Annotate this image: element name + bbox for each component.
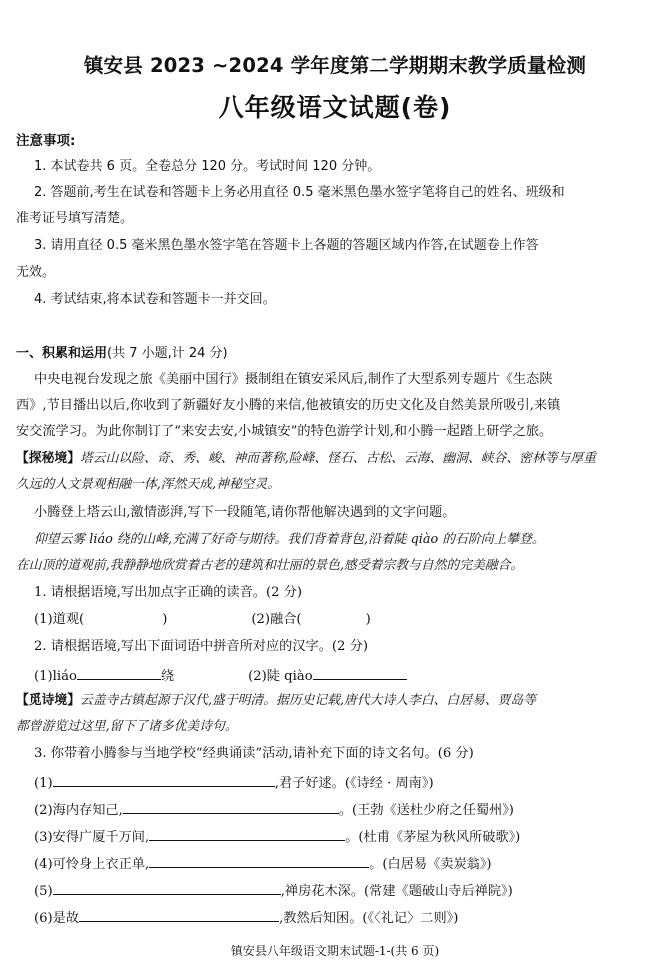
q2-b-blank[interactable]: [313, 665, 407, 680]
notice-item-3-cont: 无效。: [16, 265, 56, 280]
mishi-paragraph: [16, 692, 536, 710]
notice-item-3: 3. 请用直径 0.5 毫米黑色墨水签字笔在答题卡上各题的答题区域内作答,在试题卷上作答: [34, 238, 539, 253]
notice-item-2: 2. 答题前,考生在试卷和答题卡上务必用直径 0.5 毫米黑色墨水签字笔将自己的姓名、班级和: [34, 185, 565, 200]
question-1-answers: [34, 611, 371, 629]
q3-4-label: (4)可怜身上衣正单,: [34, 857, 150, 872]
notice-item-4: 4. 考试结束,将本试卷和答题卡一并交回。: [34, 292, 276, 307]
q3-5-source: ,禅房花木深。(常建《题破山寺后禅院》): [280, 884, 513, 899]
intro-paragraph-2: 西》,节目播出以后,你收到了新疆好友小腾的来信,他被镇安的历史文化及自然美景所吸引,来镇: [16, 398, 561, 413]
essay-line-1: 仰望云雾 liáo 绕的山峰,充满了好奇与期待。我们背着背包,沿着陡 qiào 的石阶向上攀登。: [34, 532, 545, 547]
essay-line-2: 在山顶的道观前,我静静地欣赏着古老的建筑和壮丽的景色,感受着宗教与自然的完美融合。: [16, 558, 524, 573]
q3-item-6: [34, 907, 458, 928]
tanmi-paragraph-cont: 久远的人文景观相融一体,浑然天成,神秘空灵。: [16, 477, 281, 492]
question-2-answers: [34, 665, 407, 686]
mishi-paragraph-cont: 都曾游览过这里,留下了诸多优美诗句。: [16, 719, 238, 734]
q3-4-source: 。(白居易《卖炭翁》): [369, 857, 492, 872]
q2-a-suffix: 绕: [160, 669, 175, 684]
question-3: 3. 你带着小腾参与当地学校“经典诵读”活动,请补充下面的诗文名句。(6 分): [34, 746, 474, 761]
mishi-text: 云盖寺古镇起源于汉代,盛于明清。据历史记载,唐代大诗人李白、白居易、贾岛等: [79, 693, 537, 708]
notice-heading: 注意事项:: [16, 133, 76, 149]
q3-3-source: 。(杜甫《茅屋为秋风所破歌》): [345, 830, 521, 845]
tanmi-tag: 【探秘境】: [16, 451, 80, 466]
q1-b-label: (2)融合(: [251, 612, 302, 627]
q1-a-label: (1)道观(: [34, 612, 85, 627]
page-footer: 镇安县八年级语文期末试题-1-(共 6 页): [230, 944, 440, 958]
tanmi-text: 塔云山以险、奇、秀、峻、神而著称,险峰、怪石、古松、云海、幽洞、峡谷、密林等与厚重: [79, 451, 596, 466]
q3-item-4: [34, 853, 492, 874]
q3-6-source: ,教然后知困。(《〈礼记〉二则》): [279, 911, 459, 926]
section-heading-title: 一、积累和运用: [16, 346, 108, 361]
tanmi-instruction: 小腾登上塔云山,激情澎湃,写下一段随笔,请你帮他解决遇到的文字问题。: [34, 505, 456, 520]
question-1: 1. 请根据语境,写出加点字正确的读音。(2 分): [34, 585, 303, 600]
q3-5-blank[interactable]: [53, 880, 281, 895]
exam-subtitle: 八年级语文试题(卷): [218, 93, 452, 122]
q3-1-blank[interactable]: [53, 772, 275, 787]
q3-item-1: [34, 772, 434, 793]
q2-b-label: (2)陡 qiào: [248, 669, 313, 684]
q2-a-blank[interactable]: [77, 665, 161, 680]
q3-item-3: [34, 826, 520, 847]
q3-3-label: (3)安得广厦千万间,: [34, 830, 150, 845]
q3-1-source: ,君子好逑。(《诗经 · 周南》): [274, 776, 434, 791]
question-2: 2. 请根据语境,写出下面词语中拼音所对应的汉字。(2 分): [34, 639, 368, 654]
notice-item-1: 1. 本试卷共 6 页。全卷总分 120 分。考试时间 120 分钟。: [34, 159, 381, 174]
q2-a-label: (1)liáo: [34, 669, 77, 684]
q3-2-source: 。(王勃《送杜少府之任蜀州》): [338, 803, 514, 818]
q3-item-2: [34, 799, 514, 820]
intro-paragraph-1: 中央电视台发现之旅《美丽中国行》摄制组在镇安采风后,制作了大型系列专题片《生态陕: [34, 372, 553, 387]
q3-6-blank[interactable]: [79, 907, 279, 922]
notice-item-2-cont: 准考证号填写清楚。: [16, 211, 134, 226]
q3-5-label: (5): [34, 884, 53, 899]
q3-2-label: (2)海内存知己,: [34, 803, 123, 818]
q3-4-blank[interactable]: [149, 853, 369, 868]
q3-3-blank[interactable]: [149, 826, 345, 841]
q1-a-close: ): [162, 612, 168, 627]
section-heading-score: (共 7 小题,计 24 分): [107, 346, 228, 361]
intro-paragraph-3: 安交流学习。为此你制订了“来安去安,小城镇安”的特色游学计划,和小腾一起踏上研学之旅。: [16, 424, 553, 439]
q3-6-label: (6)是故: [34, 911, 80, 926]
mishi-tag: 【觅诗境】: [16, 693, 80, 708]
tanmi-paragraph: [16, 450, 596, 468]
q3-1-label: (1): [34, 776, 53, 791]
section-heading: [16, 345, 228, 363]
q3-2-blank[interactable]: [123, 799, 339, 814]
q1-b-close: ): [365, 612, 371, 627]
q3-item-5: [34, 880, 513, 901]
exam-title: 镇安县 2023 ~2024 学年度第二学期期末教学质量检测: [83, 54, 587, 77]
